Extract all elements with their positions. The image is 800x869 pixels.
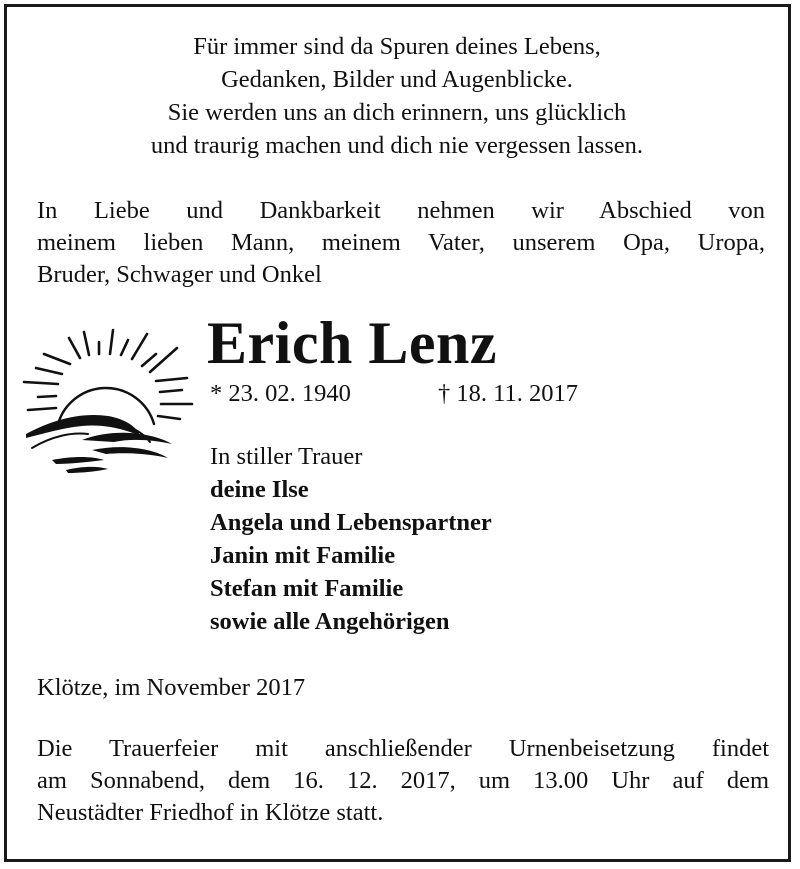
mourners-heading: In stiller Trauer: [210, 443, 363, 470]
birth-date: * 23. 02. 1940: [210, 380, 351, 407]
mourner-name: Stefan mit Familie: [210, 575, 404, 602]
deceased-name: Erich Lenz: [207, 310, 497, 376]
mourner-name: sowie alle Angehörigen: [210, 608, 450, 635]
intro-line: Bruder, Schwager und Onkel: [37, 261, 322, 288]
poem-line: Sie werden uns an dich erinnern, uns glücklich: [167, 99, 627, 126]
mourner-name: Janin mit Familie: [210, 542, 396, 569]
intro-line: meinem lieben Mann, meinem Vater, unserem Opa, Uropa,: [37, 229, 765, 256]
mourner-name: Angela und Lebenspartner: [210, 509, 492, 536]
intro-text: [37, 195, 765, 291]
poem-line: und traurig machen und dich nie vergessen lassen.: [150, 132, 644, 159]
poem-line: Gedanken, Bilder und Augenblicke.: [221, 66, 573, 93]
intro-line: In Liebe und Dankbarkeit nehmen wir Abschied von: [37, 197, 765, 224]
funeral-line: Die Trauerfeier mit anschließender Urnenbeisetzung findet: [37, 735, 769, 762]
poem-line: Für immer sind da Spuren deines Lebens,: [193, 33, 601, 60]
place-date: Klötze, im November 2017: [37, 674, 306, 701]
poem: [0, 30, 794, 162]
funeral-notice: [37, 733, 769, 829]
life-dates: [210, 378, 578, 410]
funeral-line: Neustädter Friedhof in Klötze statt.: [37, 799, 384, 826]
mourners: [210, 440, 492, 638]
funeral-line: am Sonnabend, dem 16. 12. 2017, um 13.00 Uhr auf dem: [37, 767, 769, 794]
sunset-icon: [22, 324, 200, 476]
death-date: † 18. 11. 2017: [438, 380, 578, 407]
mourner-name: deine Ilse: [210, 476, 309, 503]
